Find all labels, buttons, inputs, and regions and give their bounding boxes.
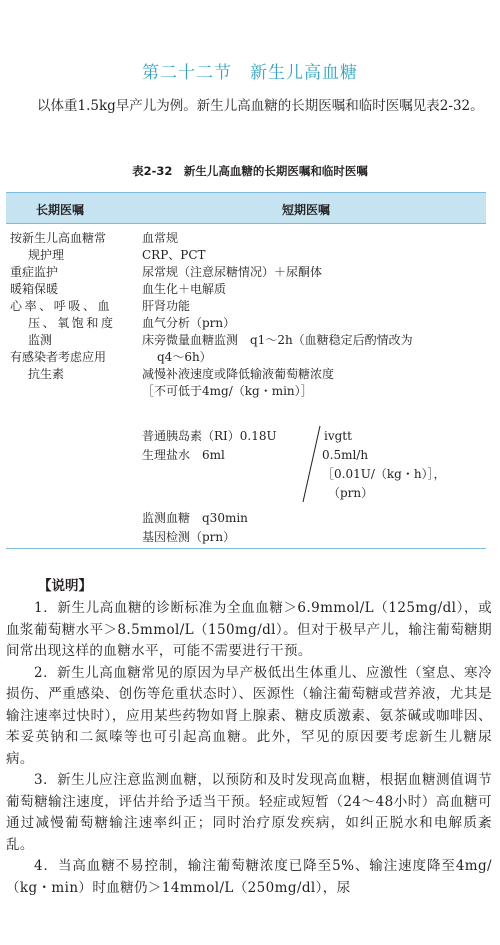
long-order-line: 有感染者考虑应用 — [10, 350, 107, 364]
combo-left-line: 生理盐水 6ml — [142, 448, 225, 462]
long-order-line: 按新生儿高血糖常 — [10, 231, 107, 245]
notes-body — [6, 598, 492, 899]
note-paragraph: 3．新生儿应注意监测血糖，以预防和及时发现高血糖，根据血糖测值调节葡萄糖输注速度，评估并给予适当干预。轻症或短暂（24～48小时）高血糖可通过减慢葡萄糖输注速率纠正；同时治疗原发疾病，如纠正脱水和电解质紊乱。 — [6, 772, 492, 853]
short-order-line: 血常规 — [142, 231, 179, 245]
table-header-row — [6, 192, 486, 224]
short-order-line: CRP、PCT — [142, 248, 206, 262]
short-order-line: ［不可低于4mg/（kg・min）］ — [142, 384, 313, 398]
header-short-orders: 短期医嘱 — [282, 203, 331, 217]
short-order-line: 监测血糖 q30min — [142, 511, 248, 525]
long-orders-column — [10, 230, 136, 383]
short-order-line: 床旁微量血糖监测 q1～2h（血糖稳定后酌情改为 — [142, 333, 413, 347]
combo-right-line: 0.5ml/h — [322, 448, 369, 462]
short-order-line: 尿常规（注意尿糖情况）＋尿酮体 — [142, 265, 323, 279]
long-order-line: 抗生素 — [28, 367, 65, 381]
long-order-line: 心率、呼吸、血 — [10, 299, 113, 313]
notes-heading: 【说明】 — [38, 578, 92, 594]
short-order-line: 基因检测（prn） — [142, 530, 236, 544]
short-order-line: 减慢补液速度或降低输液葡萄糖浓度 — [142, 367, 335, 381]
short-order-line: 血生化＋电解质 — [142, 282, 227, 296]
combo-right-line: ivgtt — [324, 429, 352, 443]
long-order-line: 重症监护 — [10, 265, 59, 279]
grouping-slash-line — [300, 424, 330, 504]
table-bottom-rule — [6, 548, 486, 549]
section-title: 第二十二节 新生儿高血糖 — [142, 63, 358, 83]
short-orders-column — [142, 230, 487, 400]
short-order-line: q4～6h） — [157, 350, 212, 364]
header-long-orders: 长期医嘱 — [36, 203, 85, 217]
combo-right-line: （prn） — [328, 486, 374, 500]
long-order-line: 暖箱保暖 — [10, 282, 59, 296]
combo-right-line: ［0.01U/（kg・h）］， — [322, 467, 446, 481]
combo-left-line: 普通胰岛素（RI）0.18U — [142, 429, 277, 443]
intro-paragraph: 以体重1.5kg早产儿为例。新生儿高血糖的长期医嘱和临时医嘱见表2-32。 — [37, 98, 484, 114]
note-paragraph: 2．新生儿高血糖常见的原因为早产极低出生体重儿、应激性（窒息、寒冷损伤、严重感染、创伤等危重状态时）、医源性（输注葡萄糖或营养液，尤其是输注速率过快时），应用某些药物如肾上腺素、糖皮质激素、氨茶碱或咖啡因、苯妥英钠和二氮嗪等也可引起高血糖。此外，罕见的原因要考虑新生儿糖尿病。 — [6, 664, 492, 767]
table-caption: 表2-32 新生儿高血糖的长期医嘱和临时医嘱 — [132, 164, 368, 178]
short-order-line: 肝肾功能 — [142, 299, 191, 313]
short-order-line: 血气分析（prn） — [142, 316, 236, 330]
long-order-line: 监测 — [28, 333, 53, 347]
short-orders-tail — [142, 509, 487, 547]
long-order-line: 压、氧饱和度 — [28, 316, 116, 330]
note-paragraph: 4．当高血糖不易控制，输注葡萄糖浓度已降至5%、输注速度降至4mg/（kg・min）时血糖仍＞14mmol/L（250mg/dl），尿 — [6, 858, 492, 896]
note-paragraph: 1．新生儿高血糖的诊断标准为全血血糖＞6.9mmol/L（125mg/dl），或血浆葡萄糖水平＞8.5mmol/L（150mg/dl）。但对于极早产儿，输注葡萄糖期间常出现这样的血糖水平，可能不需要进行干预。 — [6, 600, 492, 659]
long-order-line: 规护理 — [28, 248, 65, 262]
